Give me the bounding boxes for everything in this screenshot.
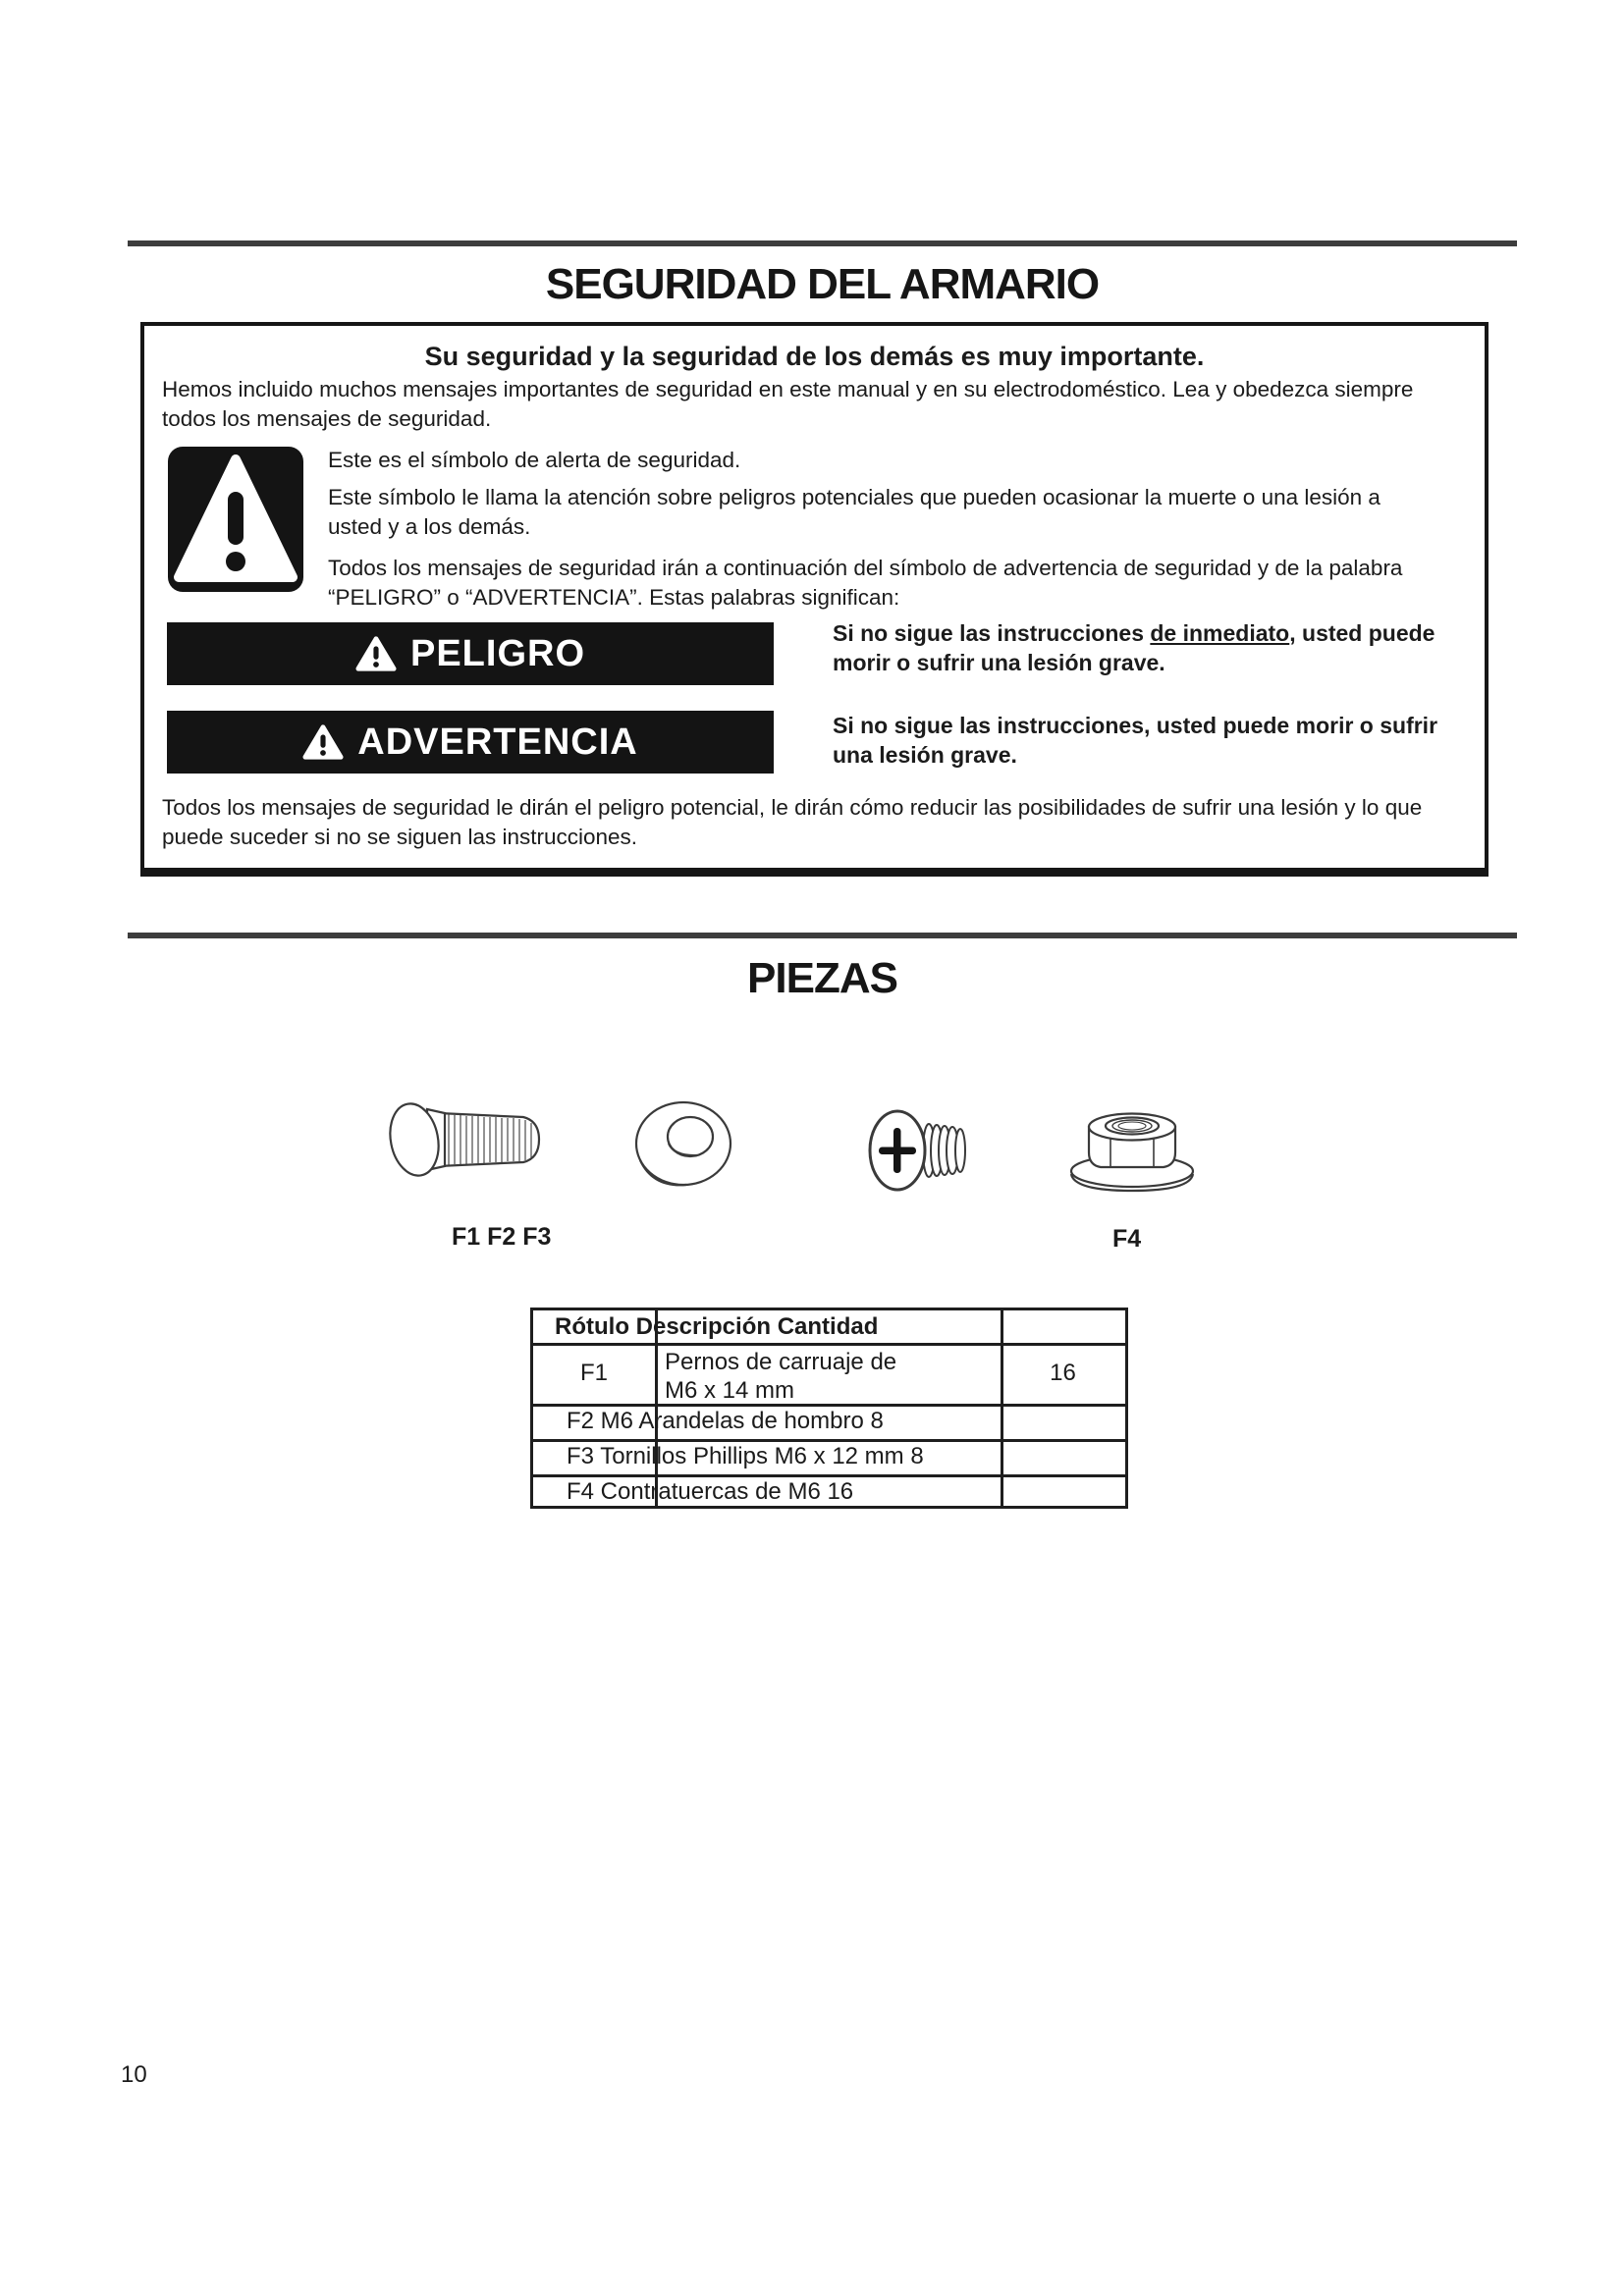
safety-intro-line1: Hemos incluido muchos mensajes importantes de seguridad en este manual y en su electrodoméstico. Lea y obedezca siempre — [162, 377, 1414, 401]
table-row-f1-qty: 16 — [1050, 1360, 1076, 1386]
danger-text-underlined: de inmediato — [1150, 620, 1290, 646]
alert-text3-line2: “PELIGRO” o “ADVERTENCIA”. Estas palabras significan: — [328, 585, 900, 610]
safety-alert-icon — [167, 446, 304, 593]
danger-description-line2: morir o sufrir una lesión grave. — [833, 650, 1165, 675]
washer-illustration — [631, 1099, 739, 1194]
safety-intro-line2: todos los mensajes de seguridad. — [162, 406, 492, 431]
danger-banner — [167, 622, 774, 685]
parts-table — [530, 1308, 1128, 1509]
flange-nut-illustration — [1066, 1109, 1198, 1194]
safety-section-title: SEGURIDAD DEL ARMARIO — [545, 260, 1100, 308]
table-row-f1-label: F1 — [579, 1360, 608, 1386]
danger-text-post: , usted puede — [1289, 620, 1435, 646]
danger-banner-label: PELIGRO — [409, 632, 586, 674]
parts-label-f4: F4 — [1112, 1225, 1142, 1253]
safety-outro-line1: Todos los mensajes de seguridad le dirán el peligro potencial, le dirán cómo reducir las posibilidades de sufrir una lesión y lo que — [162, 795, 1423, 820]
safety-box-heading: Su seguridad y la seguridad de los demás es muy importante. — [424, 342, 1205, 371]
phillips-screw-illustration — [868, 1107, 970, 1194]
table-row-f2: F2 M6 Arandelas de hombro 8 — [567, 1408, 884, 1434]
warning-triangle-icon — [302, 722, 344, 762]
safety-outro-line2: puede suceder si no se siguen las instrucciones. — [162, 825, 638, 849]
table-row-f1-desc-line1: Pernos de carruaje de — [665, 1349, 897, 1375]
section-divider-rule-parts — [128, 933, 1517, 938]
parts-section-title: PIEZAS — [747, 954, 897, 1002]
table-row-f1-desc-line2: M6 x 14 mm — [665, 1377, 795, 1404]
parts-label-f1-f2-f3: F1 F2 F3 — [452, 1223, 552, 1251]
danger-triangle-icon — [355, 634, 397, 673]
warning-banner — [167, 711, 774, 774]
warning-description-line2: una lesión grave. — [833, 742, 1017, 768]
page-number: 10 — [121, 2061, 147, 2088]
danger-description-line1 — [833, 618, 1435, 648]
table-header: Rótulo Descripción Cantidad — [555, 1313, 879, 1340]
section-divider-rule-top — [128, 240, 1517, 246]
warning-banner-label: ADVERTENCIA — [357, 721, 638, 763]
table-row-f4: F4 Contratuercas de M6 16 — [567, 1477, 854, 1505]
table-row-f1-description — [665, 1348, 896, 1405]
safety-message-box — [140, 322, 1489, 877]
danger-text-pre: Si no sigue las instrucciones — [833, 620, 1151, 646]
carriage-bolt-illustration — [388, 1097, 543, 1184]
alert-text1: Este es el símbolo de alerta de seguridad. — [328, 448, 741, 472]
alert-text2-line1: Este símbolo le llama la atención sobre peligros potenciales que pueden ocasionar la muerte o una lesión a — [328, 485, 1380, 509]
alert-text3-line1: Todos los mensajes de seguridad irán a continuación del símbolo de advertencia de seguridad y de la palabra — [328, 556, 1403, 580]
warning-description-line1: Si no sigue las instrucciones, usted puede morir o sufrir — [833, 713, 1438, 738]
alert-text2-line2: usted y a los demás. — [328, 514, 531, 539]
table-row-f3: F3 Tornillos Phillips M6 x 12 mm 8 — [567, 1443, 924, 1469]
